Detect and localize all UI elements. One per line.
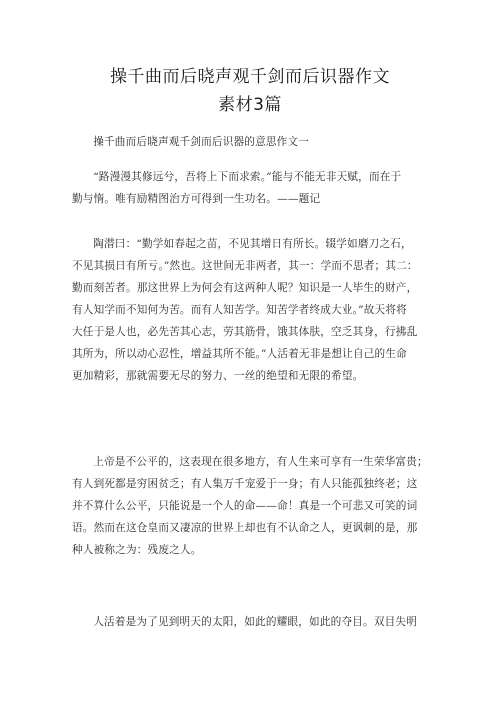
paragraph-line: 有人到死都是穷困贫乏；有人集万千宠爱于一身；有人只能孤独终老；这 xyxy=(72,478,418,490)
document-title-line1: 操千曲而后晓声观千剑而后识器作文 xyxy=(110,67,390,87)
paragraph-line: 上帝是不公平的，这表现在很多地方，有人生来可享有一生荣华富贵； xyxy=(93,456,428,468)
subheading xyxy=(72,131,432,153)
paragraph-2 xyxy=(72,233,432,387)
paragraph-line: 陶潜曰：“勤学如春起之苗，不见其增日有所长。辍学如磨刀之石， xyxy=(93,238,412,250)
paragraph-line: 勤与惰。唯有励精图治方可得到一生功名。——题记 xyxy=(72,193,321,205)
paragraph-line: 勤而刻苦者。那这世界上为何会有这两种人呢？知识是一人毕生的财产， xyxy=(72,282,418,294)
paragraph-3 xyxy=(72,451,432,561)
paragraph-line: 人活着是为了见到明天的太阳，如此的耀眼，如此的夺目。双目失明 xyxy=(93,616,417,628)
paragraph-4 xyxy=(72,611,432,633)
subheading-text: 操千曲而后晓声观千剑而后识器的意思作文一 xyxy=(93,136,310,148)
paragraph-line: 种人被称之为：残废之人。 xyxy=(72,544,202,556)
paragraph-line: 并不算什么公平，只能说是一个人的命——命！真是一个可悲又可笑的词 xyxy=(72,500,418,512)
paragraph-line: 更加精彩，那就需要无尽的努力、一丝的绝望和无限的希望。 xyxy=(72,370,364,382)
paragraph-line: 大任于是人也，必先苦其心志，劳其筋骨，饿其体肤，空乏其身，行拂乱 xyxy=(72,326,418,338)
paragraph-line: 其所为，所以动心忍性，增益其所不能。”人活着无非是想让自己的生命 xyxy=(72,348,407,360)
paragraph-line: 有人知学而不知何为苦。而有人知苦学。知苦学者终成大业。”故天将将 xyxy=(72,304,407,316)
paragraph-line: “路漫漫其修远兮，吾将上下而求索。”能与不能无非天赋，而在于 xyxy=(93,171,402,183)
paragraph-line: 不见其损日有所亏。”然也。这世间无非两者，其一：学而不思者；其二： xyxy=(72,260,418,272)
paragraph-line: 语。然而在这仓皇而又凄凉的世界上却也有不认命之人，更讽刺的是，那 xyxy=(72,522,418,534)
document-title-line2: 素材3篇 xyxy=(218,95,282,115)
paragraph-1 xyxy=(72,166,432,210)
